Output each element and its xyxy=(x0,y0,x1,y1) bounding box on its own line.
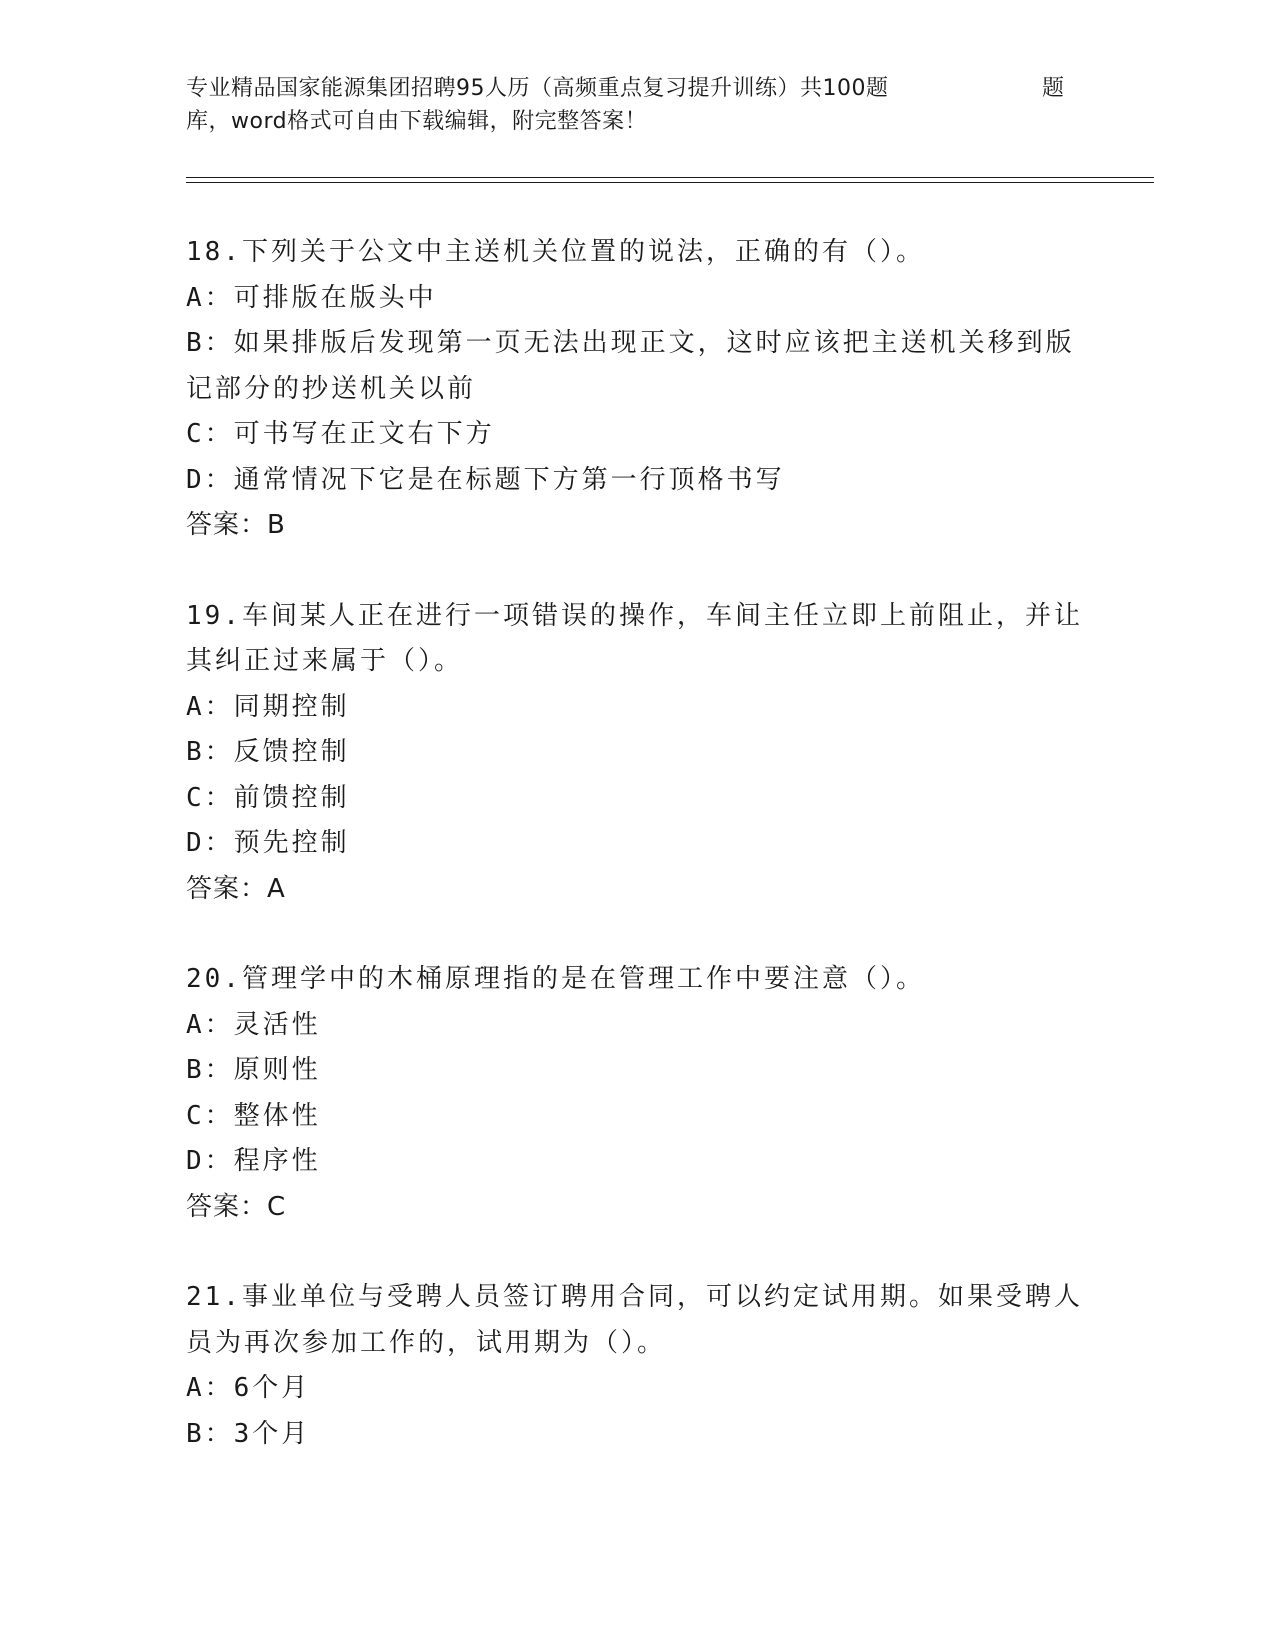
answer-option-line: B：原则性 xyxy=(186,1055,321,1085)
answer-option-line: A：6个月 xyxy=(186,1373,311,1403)
question-stem-line: 19.车间某人正在进行一项错误的操作，车间主任立即上前阻止，并让 xyxy=(186,600,1083,631)
header-title-tail: 题 xyxy=(1042,76,1065,101)
question-list xyxy=(186,230,1086,1502)
answer-option-line: B：反馈控制 xyxy=(186,737,350,767)
answer-option-line: C：前馈控制 xyxy=(186,782,350,813)
question-block xyxy=(186,594,1086,913)
question-stem-line: 21.事业单位与受聘人员签订聘用合同，可以约定试用期。如果受聘人 xyxy=(186,1282,1083,1312)
question-block xyxy=(186,230,1086,549)
question-block xyxy=(186,1275,1086,1457)
header-divider-bottom xyxy=(186,182,1154,183)
question-block xyxy=(186,957,1086,1230)
answer-option-line: B：3个月 xyxy=(186,1418,311,1449)
answer-option-line: 记部分的抄送机关以前 xyxy=(186,373,477,404)
answer-option-line: C：可书写在正文右下方 xyxy=(186,419,495,449)
document-header xyxy=(186,72,1066,138)
answer-option-line: B：如果排版后发现第一页无法出现正文，这时应该把主送机关移到版 xyxy=(186,328,1075,358)
answer-option-line: A：同期控制 xyxy=(186,691,350,722)
header-title-text: 专业精品国家能源集团招聘95人历（高频重点复习提升训练）共100题 xyxy=(186,76,889,101)
answer-option-line: D：程序性 xyxy=(186,1146,321,1176)
header-line-2: 库，word格式可自由下载编辑，附完整答案！ xyxy=(186,109,648,134)
header-line-1 xyxy=(186,72,1066,105)
answer-option-line: C：整体性 xyxy=(186,1100,321,1131)
correct-answer: 答案：A xyxy=(186,873,286,904)
correct-answer: 答案：B xyxy=(186,510,286,540)
answer-option-line: D：通常情况下它是在标题下方第一行顶格书写 xyxy=(186,464,785,495)
header-divider-top xyxy=(186,177,1154,178)
answer-option-line: A：灵活性 xyxy=(186,1009,321,1040)
question-stem-line: 18.下列关于公文中主送机关位置的说法，正确的有（）。 xyxy=(186,237,925,267)
correct-answer: 答案：C xyxy=(186,1191,287,1222)
question-stem-line: 员为再次参加工作的，试用期为（）。 xyxy=(186,1327,667,1358)
question-stem-line: 其纠正过来属于（）。 xyxy=(186,646,464,676)
answer-option-line: A：可排版在版头中 xyxy=(186,282,437,313)
question-stem-line: 20.管理学中的木桶原理指的是在管理工作中要注意（）。 xyxy=(186,964,925,994)
answer-option-line: D：预先控制 xyxy=(186,828,350,858)
